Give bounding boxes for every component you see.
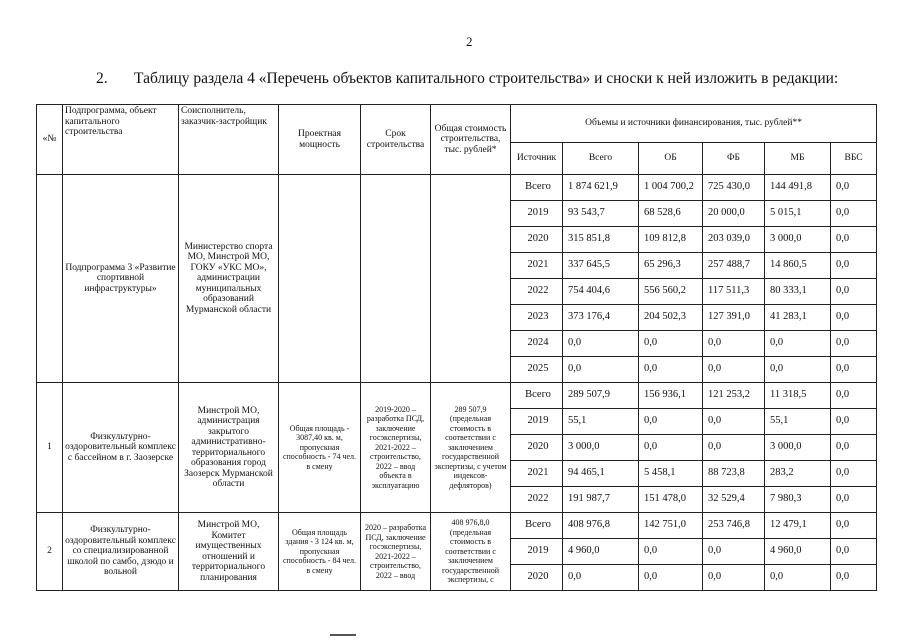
cell-fb: 0,0 (703, 331, 765, 357)
cell-mb: 7 980,3 (765, 487, 831, 513)
cell-vbs: 0,0 (831, 513, 877, 539)
cell-mb: 80 333,1 (765, 279, 831, 305)
cell-ob: 0,0 (639, 409, 703, 435)
cell-vbs: 0,0 (831, 201, 877, 227)
construction-term: 2019-2020 – разработка ПСД, заключение госэкспертизы, 2021-2022 – строительство, 2022 – ввод объекта в эксплуатацию (361, 383, 431, 513)
cell-vbs: 0,0 (831, 461, 877, 487)
cell-mb: 0,0 (765, 331, 831, 357)
header-term: Срок строительства (361, 105, 431, 175)
capital-construction-table (36, 104, 877, 591)
cell-source: Всего (511, 175, 563, 201)
heading-number: 2. (96, 70, 108, 87)
header-capacity: Проектная мощность (279, 105, 361, 175)
header-num: «№ (37, 105, 63, 175)
header-total: Всего (563, 143, 639, 175)
cell-ob: 5 458,1 (639, 461, 703, 487)
cell-mb: 11 318,5 (765, 383, 831, 409)
cell-source: 2023 (511, 305, 563, 331)
cell-source: Всего (511, 513, 563, 539)
cell-fb: 0,0 (703, 357, 765, 383)
header-mb: МБ (765, 143, 831, 175)
cell-fb: 257 488,7 (703, 253, 765, 279)
cell-vbs: 0,0 (831, 357, 877, 383)
cell-mb: 144 491,8 (765, 175, 831, 201)
cell-total: 0,0 (563, 565, 639, 591)
cell-fb: 253 746,8 (703, 513, 765, 539)
cell-source: Всего (511, 383, 563, 409)
cell-source: 2020 (511, 435, 563, 461)
cell-ob: 0,0 (639, 435, 703, 461)
cell-ob: 156 936,1 (639, 383, 703, 409)
cell-mb: 3 000,0 (765, 435, 831, 461)
cell-source: 2021 (511, 253, 563, 279)
header-executor: Соисполнитель, заказчик-застройщик (179, 105, 279, 175)
cell-vbs: 0,0 (831, 175, 877, 201)
total-cost (431, 175, 511, 383)
cell-fb: 203 039,0 (703, 227, 765, 253)
cell-source: 2022 (511, 487, 563, 513)
table-row (37, 513, 877, 539)
cell-ob: 151 478,0 (639, 487, 703, 513)
cell-total: 0,0 (563, 357, 639, 383)
table-row (37, 383, 877, 409)
cell-total: 315 851,8 (563, 227, 639, 253)
table-row (37, 175, 877, 201)
footer-mark (330, 634, 356, 636)
cell-vbs: 0,0 (831, 331, 877, 357)
page-number: 2 (466, 34, 473, 49)
construction-term (361, 175, 431, 383)
cell-fb: 725 430,0 (703, 175, 765, 201)
cell-fb: 88 723,8 (703, 461, 765, 487)
executor-name: Министерство спорта МО, Минстрой МО, ГОКУ «УКС МО», администрации муниципальных образований Мурманской области (179, 175, 279, 383)
cell-mb: 12 479,1 (765, 513, 831, 539)
cell-ob: 68 528,6 (639, 201, 703, 227)
cell-vbs: 0,0 (831, 565, 877, 591)
header-vbs: ВБС (831, 143, 877, 175)
cell-total: 3 000,0 (563, 435, 639, 461)
cell-fb: 0,0 (703, 435, 765, 461)
executor-name: Минстрой МО, Комитет имущественных отношений и территориального планирования (179, 513, 279, 591)
cell-vbs: 0,0 (831, 279, 877, 305)
cell-vbs: 0,0 (831, 539, 877, 565)
cell-mb: 4 960,0 (765, 539, 831, 565)
cell-ob: 65 296,3 (639, 253, 703, 279)
construction-term: 2020 – разработка ПСД, заключение госэкспертизы, 2021-2022 – строительство, 2022 – ввод (361, 513, 431, 591)
cell-fb: 127 391,0 (703, 305, 765, 331)
header-cost: Общая стоимость строительства, тыс. рублей* (431, 105, 511, 175)
cell-fb: 0,0 (703, 409, 765, 435)
cell-source: 2020 (511, 227, 563, 253)
cell-fb: 121 253,2 (703, 383, 765, 409)
cell-ob: 109 812,8 (639, 227, 703, 253)
cell-fb: 0,0 (703, 565, 765, 591)
cell-vbs: 0,0 (831, 227, 877, 253)
header-funding-group: Объемы и источники финансирования, тыс. рублей** (511, 105, 877, 143)
section-heading (96, 70, 886, 88)
cell-total: 1 874 621,9 (563, 175, 639, 201)
cell-mb: 0,0 (765, 565, 831, 591)
row-number: 2 (37, 513, 63, 591)
cell-ob: 556 560,2 (639, 279, 703, 305)
cell-source: 2020 (511, 565, 563, 591)
row-number (37, 175, 63, 383)
header-ob: ОБ (639, 143, 703, 175)
total-cost: 289 507,9 (предельная стоимость в соответствии с заключением государственной экспертизы, с учетом индексов-дефляторов) (431, 383, 511, 513)
cell-vbs: 0,0 (831, 383, 877, 409)
cell-source: 2024 (511, 331, 563, 357)
cell-source: 2022 (511, 279, 563, 305)
cell-total: 191 987,7 (563, 487, 639, 513)
table-body (37, 175, 877, 591)
cell-total: 373 176,4 (563, 305, 639, 331)
cell-mb: 5 015,1 (765, 201, 831, 227)
cell-vbs: 0,0 (831, 409, 877, 435)
project-capacity (279, 175, 361, 383)
cell-total: 754 404,6 (563, 279, 639, 305)
cell-fb: 20 000,0 (703, 201, 765, 227)
header-fb: ФБ (703, 143, 765, 175)
object-name: Подпрограмма 3 «Развитие спортивной инфраструктуры» (63, 175, 179, 383)
cell-mb: 0,0 (765, 357, 831, 383)
cell-source: 2019 (511, 539, 563, 565)
cell-total: 4 960,0 (563, 539, 639, 565)
cell-source: 2019 (511, 201, 563, 227)
cell-ob: 0,0 (639, 539, 703, 565)
cell-fb: 117 511,3 (703, 279, 765, 305)
heading-text: Таблицу раздела 4 «Перечень объектов капитального строительства» и сноски к ней изложить в редакции: (134, 70, 839, 87)
cell-total: 337 645,5 (563, 253, 639, 279)
cell-mb: 41 283,1 (765, 305, 831, 331)
cell-mb: 3 000,0 (765, 227, 831, 253)
cell-ob: 142 751,0 (639, 513, 703, 539)
cell-total: 289 507,9 (563, 383, 639, 409)
object-name: Физкультурно-оздоровительный комплекс со специализированной школой по самбо, дзюдо и вольной (63, 513, 179, 591)
cell-source: 2021 (511, 461, 563, 487)
cell-ob: 0,0 (639, 357, 703, 383)
project-capacity: Общая площадь - 3087,40 кв. м, пропускная способность - 74 чел. в смену (279, 383, 361, 513)
cell-source: 2025 (511, 357, 563, 383)
project-capacity: Общая площадь здания - 3 124 кв. м, пропускная способность - 84 чел. в смену (279, 513, 361, 591)
row-number: 1 (37, 383, 63, 513)
header-source: Источник (511, 143, 563, 175)
cell-mb: 283,2 (765, 461, 831, 487)
cell-total: 93 543,7 (563, 201, 639, 227)
header-subprogram: Подпрограмма, объект капитального строительства (63, 105, 179, 175)
cell-ob: 0,0 (639, 331, 703, 357)
cell-fb: 0,0 (703, 539, 765, 565)
total-cost: 408 976,8,0 (предельная стоимость в соответствии с заключением государственной экспертизы, с (431, 513, 511, 591)
cell-total: 55,1 (563, 409, 639, 435)
cell-fb: 32 529,4 (703, 487, 765, 513)
cell-mb: 14 860,5 (765, 253, 831, 279)
cell-source: 2019 (511, 409, 563, 435)
cell-ob: 0,0 (639, 565, 703, 591)
cell-vbs: 0,0 (831, 253, 877, 279)
cell-mb: 55,1 (765, 409, 831, 435)
cell-total: 94 465,1 (563, 461, 639, 487)
cell-ob: 1 004 700,2 (639, 175, 703, 201)
cell-vbs: 0,0 (831, 305, 877, 331)
cell-total: 408 976,8 (563, 513, 639, 539)
object-name: Физкультурно-оздоровительный комплекс с бассейном в г. Заозерске (63, 383, 179, 513)
cell-ob: 204 502,3 (639, 305, 703, 331)
cell-total: 0,0 (563, 331, 639, 357)
cell-vbs: 0,0 (831, 487, 877, 513)
cell-vbs: 0,0 (831, 435, 877, 461)
executor-name: Минстрой МО, администрация закрытого административно-территориального образования город Заозерск Мурманской области (179, 383, 279, 513)
